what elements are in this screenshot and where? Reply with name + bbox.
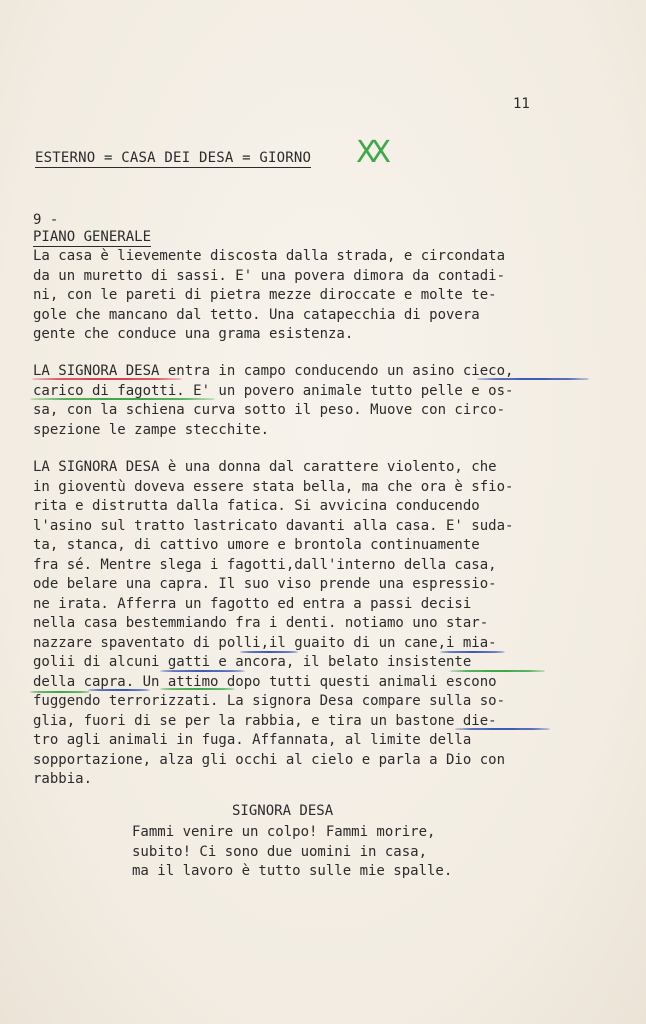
- blue-underline-cane: [440, 651, 505, 653]
- shot-type: PIANO GENERALE: [33, 229, 152, 245]
- page-number: 11: [513, 96, 530, 112]
- paragraph-setting: La casa è lievemente discosta dalla strada, e circondata da un muretto di sassi. E' una povera dimora da contadi- ni, con le pareti di pietra mezze diroccate e molte te- gole che mancano dal tetto. Una catapecchia di povera gente che conduce una grama esistenza.: [33, 248, 506, 342]
- green-check-mark: XX: [356, 135, 386, 170]
- scene-heading: ESTERNO = CASA DEI DESA = GIORNO: [35, 150, 312, 166]
- red-underline-signora-desa: [32, 378, 182, 380]
- blue-underline-polli: [240, 651, 298, 653]
- paragraph-entrance: LA SIGNORA DESA entra in campo conducendo un asino cieco, carico di fagotti. E' un povero animale tutto pelle e os- sa, con la schiena curva sotto il peso. Muove con circo- spezione le zampe stecchite.: [33, 363, 514, 438]
- dialogue-character: SIGNORA DESA: [232, 803, 334, 819]
- green-underline-della-capra: [30, 691, 90, 693]
- blue-underline-bastone: [455, 728, 550, 730]
- green-underline-insistente: [450, 670, 545, 672]
- blue-underline-asino-cieco: [477, 378, 589, 380]
- green-underline-un-attimo: [160, 688, 235, 690]
- green-underline-carico: [30, 398, 215, 400]
- blue-underline-gatti: [160, 670, 245, 672]
- dialogue-lines: Fammi venire un colpo! Fammi morire, subito! Ci sono due uomini in casa, ma il lavoro è tutto sulle mie spalle.: [132, 824, 453, 879]
- paragraph-description: LA SIGNORA DESA è una donna dal carattere violento, che in gioventù doveva essere stata bella, ma che ora è sfio- rita e distrutta dalla fatica. Si avvicina conducendo l'asino sul tratto lastricato davanti alla casa. E' suda- ta, stanca, di cattivo umore e brontola continuamente fra sé. Mentre slega i fagotti,dall'interno della casa, ode belare una capra. Il suo viso prende una espressio- ne irata. Afferra un fagotto ed entra a passi decisi nella casa bestemmiando fra i denti. notiamo uno star- nazzare spaventato di polli,il guaito di un cane,i mia- golii di alcuni gatti e ancora, il belato insistente della capra. Un attimo dopo tutti questi animali escono fuggendo terrorizzati. La signora Desa compare sulla so- glia, fuori di se per la rabbia, e tira un bastone die- tro agli animali in fuga. Affannata, al limite della sopportazione, alza gli occhi al cielo e parla a Dio con rabbia.: [33, 459, 514, 787]
- shot-number: 9 -: [33, 212, 59, 228]
- blue-underline-capra: [88, 689, 150, 691]
